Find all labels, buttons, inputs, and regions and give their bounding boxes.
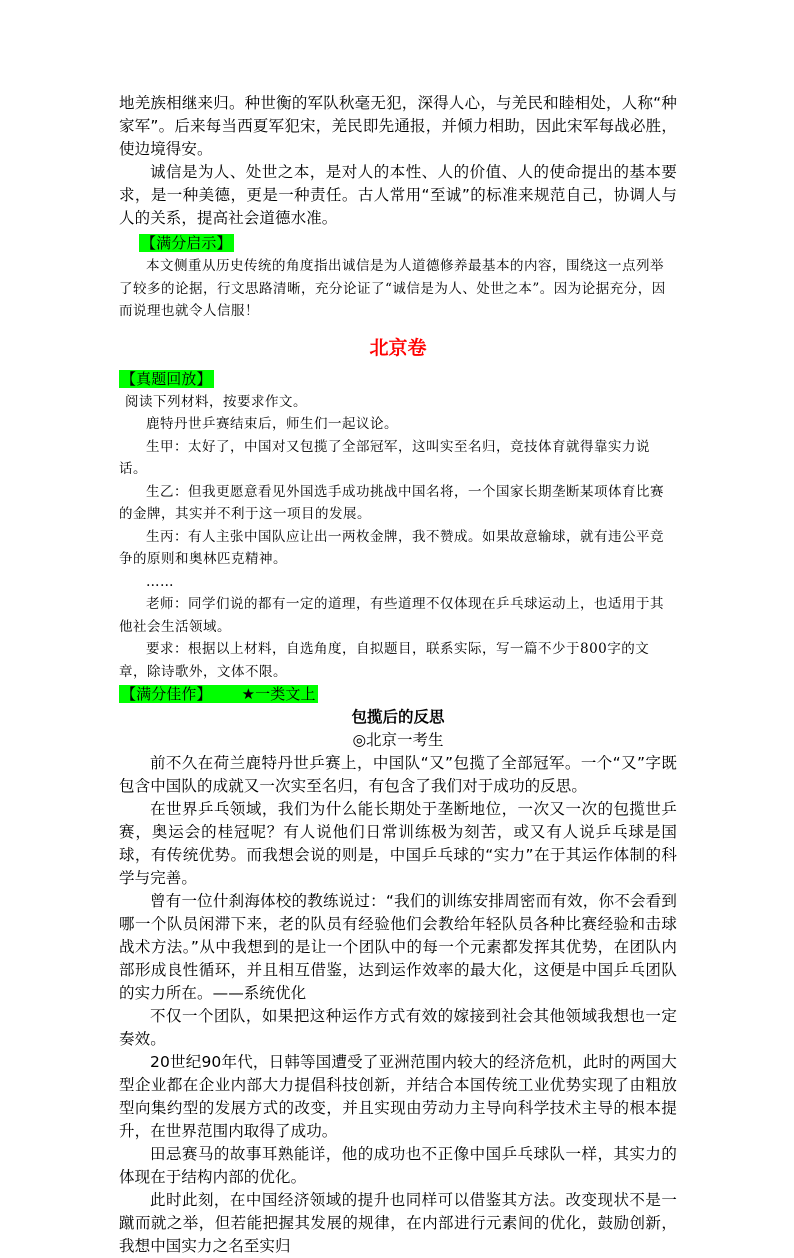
essay-rating: ★一类文上 <box>241 685 316 703</box>
question-line: 生甲：太好了，中国对又包揽了全部冠军，这叫实至名归，竞技体育就得靠实力说话。 <box>119 438 650 477</box>
essay-paragraph: 不仅一个团队，如果把这种运作方式有效的嫁接到社会其他领域我想也一定奏效。 <box>119 1007 677 1048</box>
document-page <box>119 92 677 1258</box>
section-title: 北京卷 <box>369 336 427 359</box>
essay-tag: 【满分佳作】 ★一类文上 <box>121 685 316 703</box>
question-line: …… <box>146 573 174 590</box>
comment-text: 本文侧重从历史传统的角度指出诚信是为人道德修养最基本的内容，围绕这一点列举了较多的论据，行文思路清晰，充分论证了“诚信是为人、处世之本”。因为论据充分，因而说理也就令人信服！ <box>119 258 666 319</box>
essay-paragraph: 20世纪90年代，日韩等国遭受了亚洲范围内较大的经济危机，此时的两国大型企业都在企业内部大力提倡科技创新，并结合本国传统工业优势实现了由粗放型向集约型的发展方式的改变，并且实现由劳动力主导向科学技术主导的根本提升，在世界范围内取得了成功。 <box>119 1053 677 1140</box>
intro-paragraph-2: 诚信是为人、处世之本，是对人的本性、人的价值、人的使命提出的基本要求，是一种美德，更是一种责任。古人常用“至诚”的标准来规范自己，协调人与人的关系，提高社会道德水准。 <box>119 163 677 227</box>
essay-paragraph: 此时此刻，在中国经济领域的提升也同样可以借鉴其方法。改变现状不是一蹴而就之举，但若能把握其发展的规律，在内部进行元素间的优化，鼓励创新，我想中国实力之名至实归 <box>119 1191 677 1255</box>
essay-paragraph: 曾有一位什刹海体校的教练说过：“我们的训练安排周密而有效，你不会看到哪一个队员闲滞下来，老的队员有经验他们会教给年轻队员各种比赛经验和击球战术方法。”从中我想到的是让一个团队中的每一个元素都发挥其优势，在团队内部形成良性循环，并且相互借鉴，达到运作效率的最大化，这便是中国乒乓团队的实力所在。——系统优化 <box>119 892 677 1002</box>
question-tag: 【真题回放】 <box>121 369 212 388</box>
question-line: 要求：根据以上材料，自选角度，自拟题目，联系实际，写一篇不少于800字的文章，除诗歌外，文体不限。 <box>119 641 650 680</box>
question-line: 鹿特丹世乒赛结束后，师生们一起议论。 <box>146 416 398 432</box>
essay-paragraph: 田忌赛马的故事耳熟能详，他的成功也不正像中国乒乓球队一样，其实力的体现在于结构内部的优化。 <box>119 1145 677 1186</box>
essay-paragraph: 前不久在荷兰鹿特丹世乒赛上，中国队“又”包揽了全部冠军。一个“又”字既包含中国队的成就又一次实至名归，有包含了我们对于成功的反思。 <box>119 754 677 795</box>
comment-tag-line <box>119 232 677 255</box>
essay-paragraph: 在世界乒乓领域，我们为什么能长期处于垄断地位，一次又一次的包揽世乒赛，奥运会的桂冠呢？有人说他们日常训练极为刻苦，或又有人说乒乓球是国球，有传统优势。而我想会说的则是，中国乒乓球的“实力”在于其运作体制的科学与完善。 <box>119 800 677 887</box>
essay-tag-line <box>119 683 677 706</box>
essay-author: ◎北京一考生 <box>352 731 444 749</box>
intro-paragraph-1: 地羌族相继来归。种世衡的军队秋毫无犯，深得人心，与羌民和睦相处，人称“种家军”。后来每当西夏军犯宋，羌民即先通报，并倾力相助，因此宋军每战必胜，使边境得安。 <box>119 94 677 158</box>
comment-tag: 【满分启示】 <box>141 234 232 252</box>
question-line: 老师：同学们说的都有一定的道理，有些道理不仅体现在乒乓球运动上，也适用于其他社会生活领域。 <box>119 596 664 635</box>
question-line: 生乙：但我更愿意看见外国选手成功挑战中国名将，一个国家长期垄断某项体育比赛的金牌，其实并不利于这一项目的发展。 <box>119 483 664 522</box>
question-line: 生丙：有人主张中国队应让出一两枚金牌，我不赞成。如果故意输球，就有违公平竞争的原则和奥林匹克精神。 <box>119 528 664 567</box>
essay-title: 包揽后的反思 <box>351 708 445 726</box>
question-tag-line <box>119 368 677 391</box>
question-line: 阅读下列材料，按要求作文。 <box>125 393 307 410</box>
